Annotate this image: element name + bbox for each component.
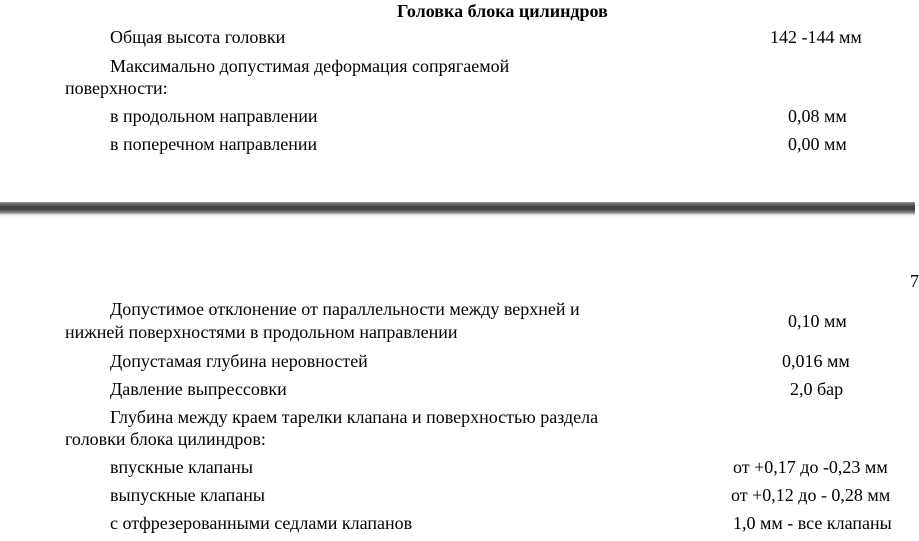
spec-label-parallelism-line1: Допустимое отклонение от параллельности между верхней и	[110, 299, 580, 319]
spec-label-max-deformation-line2: поверхности:	[65, 78, 168, 98]
spec-value-exhaust-valves: от +0,12 до - 0,28 мм	[731, 485, 891, 505]
spec-value-transverse: 0,00 мм	[788, 134, 847, 154]
spec-value-pressure: 2,0 бар	[790, 379, 844, 399]
spec-label-longitudinal: в продольном направлении	[110, 106, 318, 126]
section-title: Головка блока цилиндров	[397, 1, 608, 21]
spec-value-parallelism: 0,10 мм	[788, 311, 847, 331]
spec-label-parallelism-line2: нижней поверхностями в продольном направлении	[65, 322, 458, 342]
spec-label-total-height: Общая высота головки	[110, 27, 286, 47]
spec-label-roughness: Допустамая глубина неровностей	[110, 351, 368, 371]
page-separator-shadow	[0, 214, 915, 217]
spec-value-longitudinal: 0,08 мм	[788, 106, 847, 126]
spec-label-exhaust-valves: выпускные клапаны	[110, 485, 266, 505]
page-number: 7	[910, 271, 919, 291]
spec-value-intake-valves: от +0,17 до -0,23 мм	[733, 457, 888, 477]
spec-value-milled-seats: 1,0 мм - все клапаны	[733, 513, 892, 533]
spec-label-valve-depth-line2: головки блока цилиндров:	[65, 429, 266, 449]
spec-value-total-height: 142 -144 мм	[770, 27, 862, 47]
spec-label-intake-valves: впускные клапаны	[110, 457, 253, 477]
page-separator	[0, 202, 915, 214]
spec-label-milled-seats: с отфрезерованными седлами клапанов	[110, 513, 413, 533]
spec-label-pressure: Давление выпрессовки	[110, 379, 287, 399]
spec-label-transverse: в поперечном направлении	[110, 134, 318, 154]
spec-label-valve-depth-line1: Глубина между краем тарелки клапана и поверхностью раздела	[110, 407, 599, 427]
spec-label-max-deformation-line1: Максимально допустимая деформация сопрягаемой	[110, 56, 510, 76]
spec-value-roughness: 0,016 мм	[782, 351, 850, 371]
